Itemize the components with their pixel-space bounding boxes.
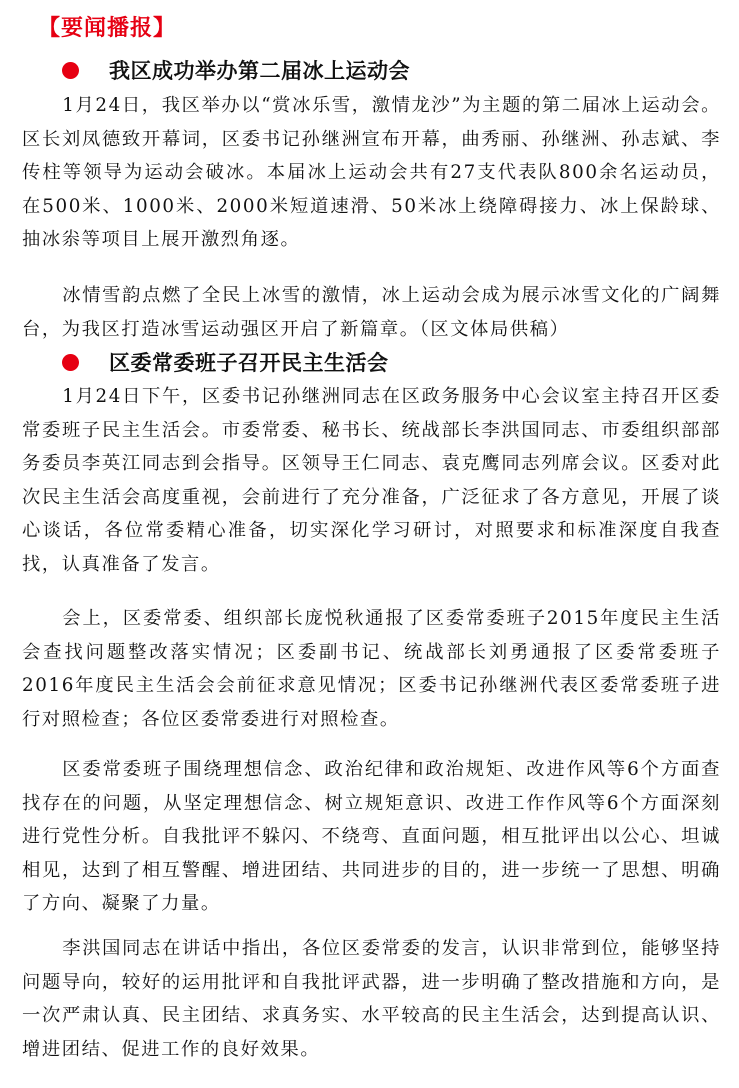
article-2-title: 区委常委班子召开民主生活会: [109, 351, 389, 375]
article-2-paragraph-3: 区委常委班子围绕理想信念、政治纪律和政治规矩、改进作风等6个方面查找存在的问题，从坚定理想信念、树立规矩意识、改进工作作风等6个方面深刻进行党性分析。自我批评不躲闪、不绕弯、直面问题，相互批评出以公心、坦诚相见，达到了相互警醒、增进团结、共同进步的目的，进一步统一了思想、明确了方向、凝聚了力量。: [22, 759, 721, 914]
red-bullet-icon: [62, 62, 79, 79]
red-bullet-icon: [62, 354, 79, 371]
article-2-paragraph-2: 会上，区委常委、组织部长庞悦秋通报了区委常委班子2015年度民主生活会查找问题整改落实情况；区委副书记、统战部长刘勇通报了区委常委班子2016年度民主生活会会前征求意见情况；区委书记孙继洲代表区委常委班子进行对照检查；各位区委常委进行对照检查。: [22, 608, 721, 730]
article-1-paragraph-1: 1月24日，我区举办以“赏冰乐雪，激情龙沙”为主题的第二届冰上运动会。区长刘凤德致开幕词，区委书记孙继洲宣布开幕，曲秀丽、孙继洲、孙志斌、李传柱等领导为运动会破冰。本届冰上运动会共有27支代表队800余名运动员，在500米、1000米、2000米短道速滑、50米冰上绕障碍接力、冰上保龄球、抽冰尜等项目上展开激烈角逐。: [22, 95, 721, 250]
section-tag: 【要闻播报】: [38, 16, 177, 41]
article-1-paragraph-2: 冰情雪韵点燃了全民上冰雪的激情，冰上运动会成为展示冰雪文化的广阔舞台，为我区打造冰雪运动强区开启了新篇章。（区文体局供稿）: [22, 285, 721, 340]
article-1-headline: [62, 53, 410, 87]
article-2-paragraph-1: 1月24日下午，区委书记孙继洲同志在区政务服务中心会议室主持召开区委常委班子民主生活会。市委常委、秘书长、统战部长李洪国同志、市委组织部部务委员李英江同志到会指导。区领导王仁同志、袁克鹰同志列席会议。区委对此次民主生活会高度重视，会前进行了充分准备，广泛征求了各方意见，开展了谈心谈话，各位常委精心准备，切实深化学习研讨，对照要求和标准深度自我查找，认真准备了发言。: [22, 386, 721, 575]
article-2-paragraph-4: 李洪国同志在讲话中指出，各位区委常委的发言，认识非常到位，能够坚持问题导向，较好的运用批评和自我批评武器，进一步明确了整改措施和方向，是一次严肃认真、民主团结、求真务实、水平较高的民主生活会，达到提高认识、增进团结、促进工作的良好效果。: [22, 938, 721, 1060]
article-1-title: 我区成功举办第二届冰上运动会: [109, 59, 410, 83]
article-2-headline: [62, 345, 389, 379]
